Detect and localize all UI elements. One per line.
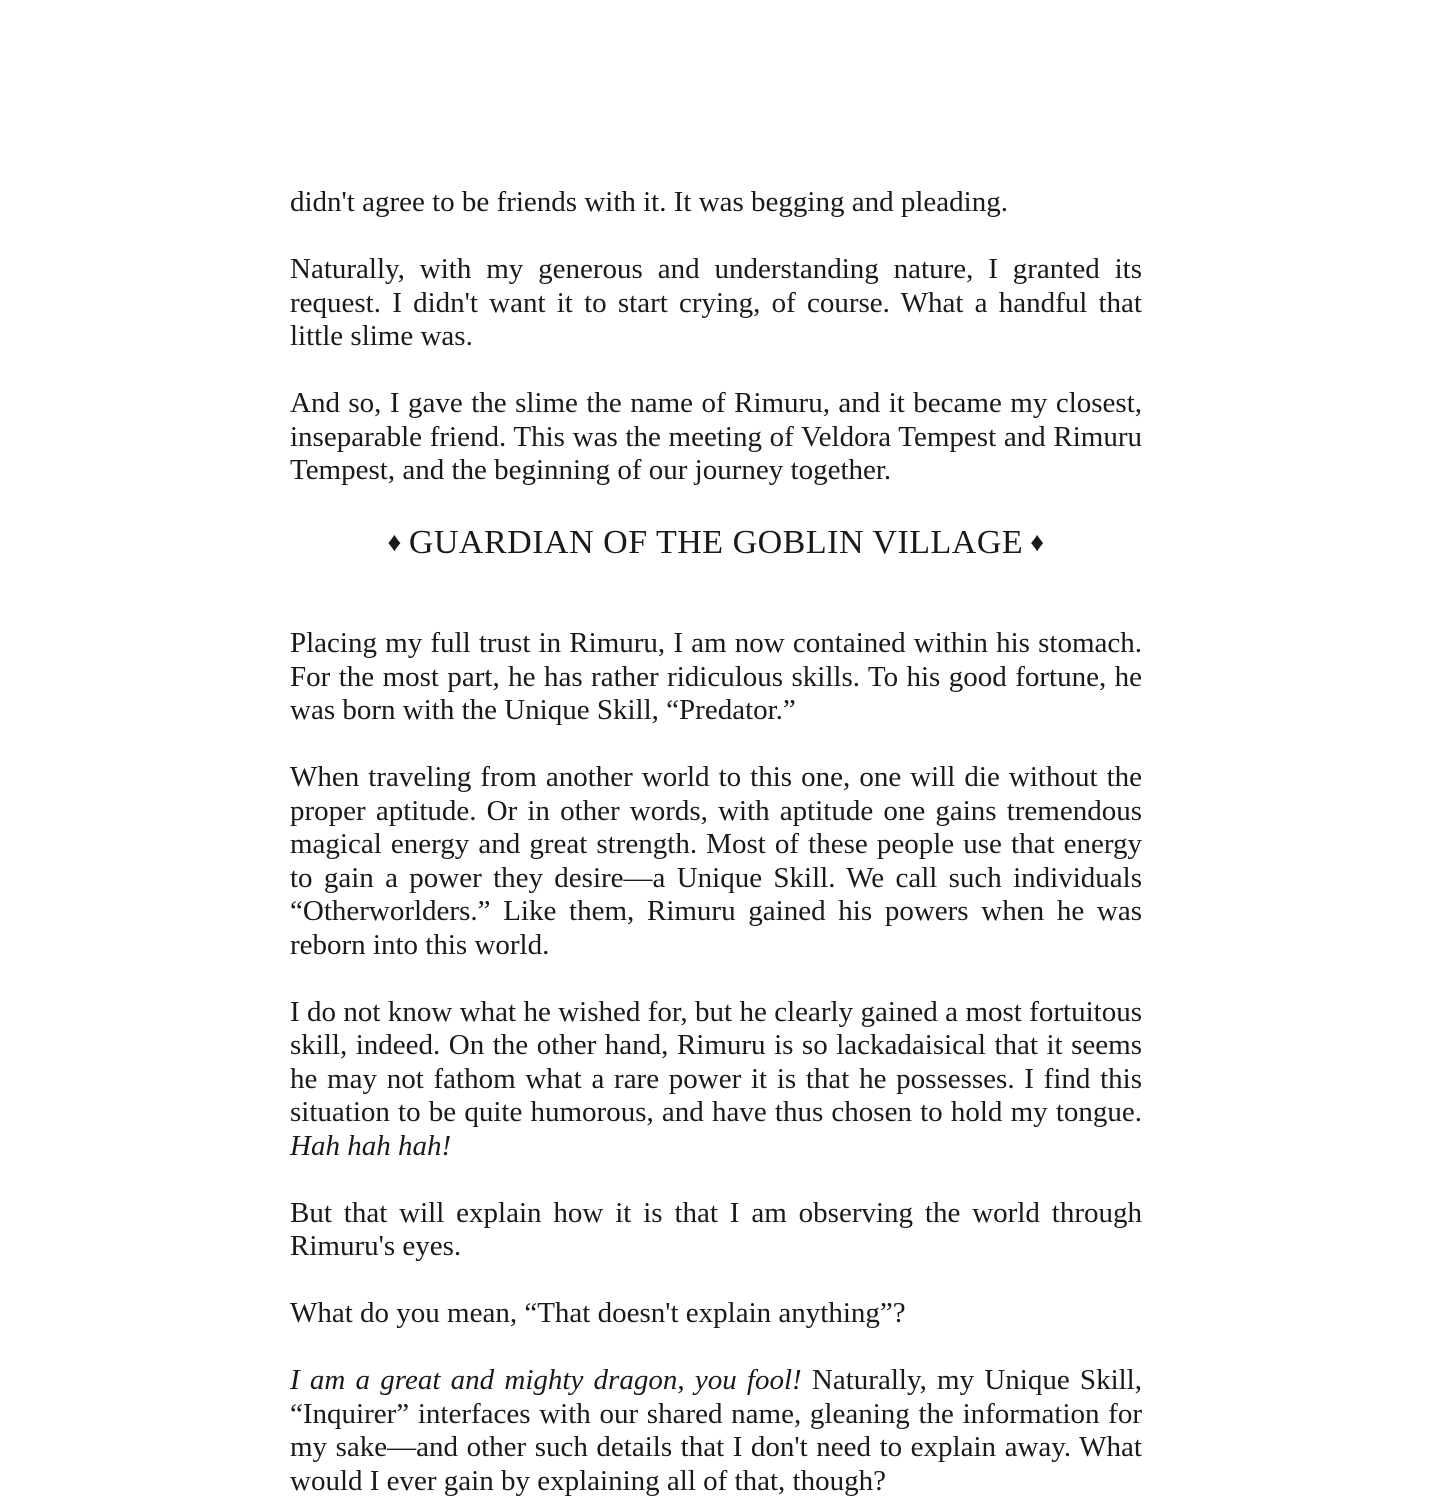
text-run: Placing my full trust in Rimuru, I am now contained within his stomach. For the most part, he has rather ridiculous skills. To his good fortune, he was born with the Unique Skill, “Predator.”: [290, 627, 1142, 726]
text-run: Naturally, my Unique Skill, “Inquirer” interfaces with our shared name, gleaning the information for my sake—and other such details that I don't need to explain away. What would I ever gain by explaining all of that, though?: [290, 1364, 1142, 1497]
diamond-icon: ♦: [1030, 527, 1045, 557]
text-run: And so, I gave the slime the name of Rimuru, and it became my closest, inseparable friend. This was the meeting of Veldora Tempest and Rimuru Tempest, and the beginning of our journey together.: [290, 387, 1142, 486]
paragraph: [290, 186, 1142, 220]
paragraph: [290, 1197, 1142, 1264]
paragraph: [290, 761, 1142, 962]
paragraph: [290, 1297, 1142, 1331]
text-run: When traveling from another world to this one, one will die without the proper aptitude. Or in other words, with aptitude one gains tremendous magical energy and great strength. Most of these people use that energy to gain a power they desire—a Unique Skill. We call such individuals “Otherworlders.” Like them, Rimuru gained his powers when he was reborn into this world.: [290, 761, 1142, 961]
text-column: [290, 0, 1142, 1500]
text-run: I do not know what he wished for, but he clearly gained a most fortuitous skill, indeed. On the other hand, Rimuru is so lackadaisical that it seems he may not fathom what a rare power it is that he possesses. I find this situation to be quite humorous, and have thus chosen to hold my tongue.: [290, 995, 1142, 1128]
italic-text-run: I am a great and mighty dragon, you fool!: [290, 1364, 802, 1396]
paragraph: [290, 1364, 1142, 1498]
text-run: But that will explain how it is that I am observing the world through Rimuru's eyes.: [290, 1196, 1142, 1262]
section-heading: [290, 521, 1142, 566]
diamond-icon: ♦: [387, 527, 402, 557]
italic-text-run: Hah hah hah!: [290, 1129, 452, 1162]
paragraph: [290, 387, 1142, 488]
paragraph: [290, 627, 1142, 728]
paragraph: [290, 996, 1142, 1164]
text-run: What do you mean, “That doesn't explain anything”?: [290, 1297, 906, 1329]
text-run: didn't agree to be friends with it. It was begging and pleading.: [290, 186, 1008, 218]
section-heading-text: GUARDIAN OF THE GOBLIN VILLAGE: [408, 524, 1024, 561]
text-run: Naturally, with my generous and understanding nature, I granted its request. I didn't want it to start crying, of course. What a handful that little slime was.: [290, 253, 1142, 352]
paragraph: [290, 253, 1142, 354]
